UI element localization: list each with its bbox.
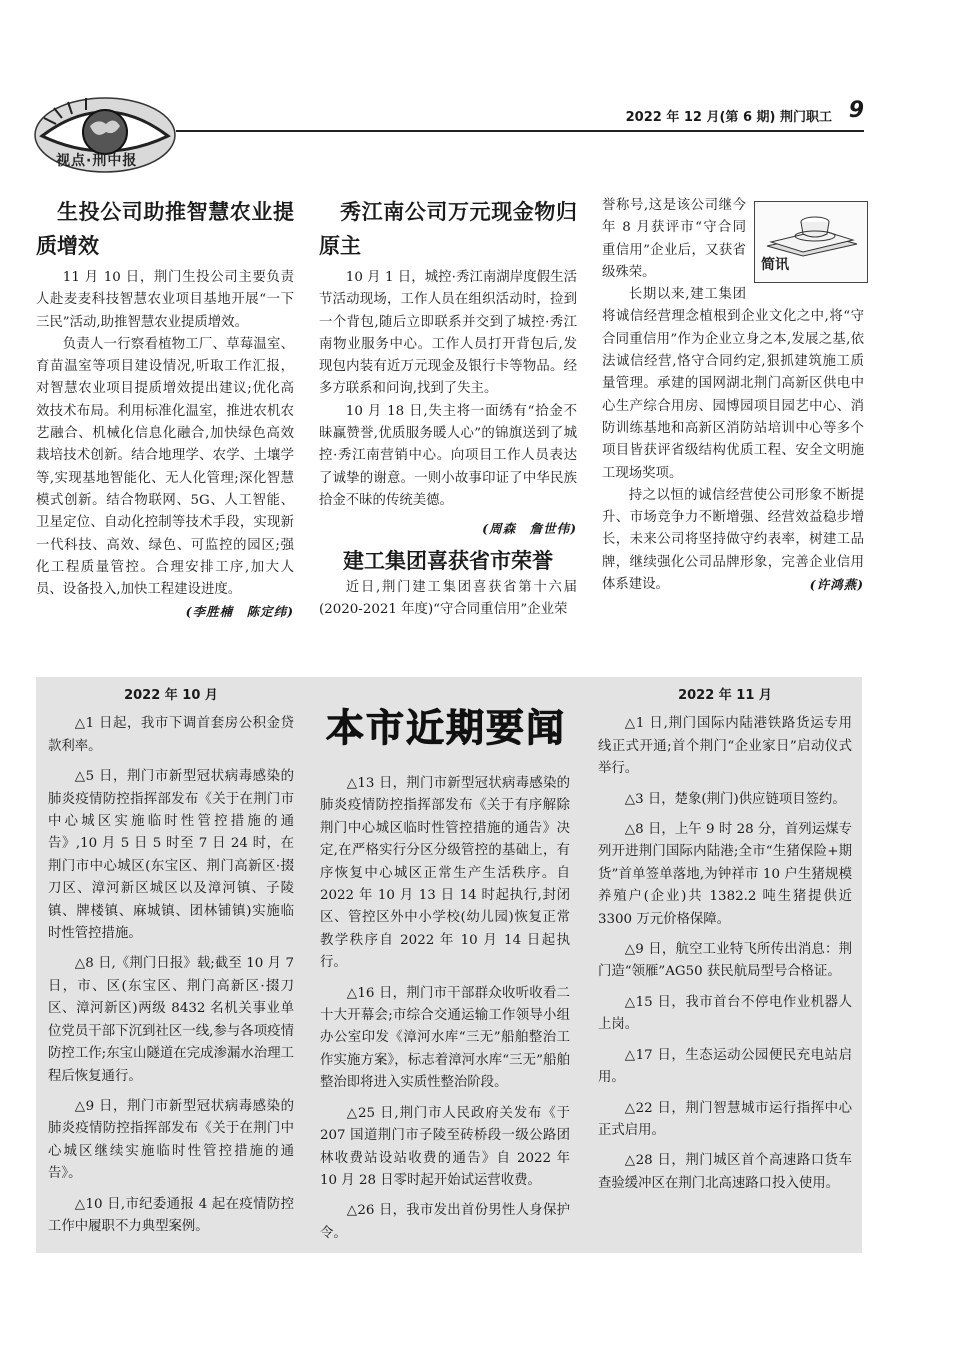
article-honor-para: 长期以来,建工集团将诚信经营理念植根到企业文化之中,将“守合同重信用”作为企业立身之本,发展之基,依法诚信经营,恪守合同约定,狠抓建筑施工质量管理。承建的国网湖北荆门高新区供电中心生产综合用房、园博园项目园艺中心、消防训练基地和高新区消防站培训中心等多个项目皆获评省级结构优质工程、安全文明施工现场奖项。 bbox=[602, 287, 864, 481]
article-lostfound-byline: (周森 詹世伟) bbox=[482, 521, 577, 537]
news-item: △25 日,荆门市人民政府关发布《于 207 国道荆门市子陵至砖桥段一级公路团林收费站设站收费的通告》自 2022 年 10 月 28 日零时起开始试运营收费。 bbox=[320, 1105, 570, 1188]
news-item: △9 日，荆门市新型冠状病毒感染的肺炎疫情防控指挥部发布《关于在荆门中心城区继续实施临时性管控措施的通告》。 bbox=[48, 1098, 294, 1182]
page-number: 9 bbox=[848, 98, 864, 123]
article-honor-cont bbox=[602, 195, 864, 597]
article-honor-para: 誉称号,这是该公司继今年 8 月获评市“守合同重信用”企业后，又获省级殊荣。 bbox=[602, 198, 746, 280]
news-item: △1 日,荆门国际内陆港铁路货运专用线正式开通;首个荆门“企业家日”启动仪式举行。 bbox=[598, 716, 852, 777]
news-item: △10 日,市纪委通报 4 起在疫情防控工作中履职不力典型案例。 bbox=[48, 1196, 294, 1234]
coffee-books-icon bbox=[761, 206, 861, 258]
brief-label: 简讯 bbox=[761, 256, 789, 273]
article-agri bbox=[36, 195, 294, 624]
header-rule bbox=[176, 130, 864, 132]
news-item: △13 日，荆门市新型冠状病毒感染的肺炎疫情防控指挥部发布《关于有序解除荆门中心城区临时性管控措施的通告》决定,在严格实行分区分级管控的基础上，有序恢复中心城区正常生产生活秩序。自 2022 年 10 月 13 日 14 时起执行,封闭区、管控区外中小学校(幼儿园)恢复正常教学秩序自 2022 年 10 月 14 日起执行。 bbox=[320, 776, 570, 971]
article-agri-para: 负责人一行察看植物工厂、草莓温室、育苗温室等项目建设情况,听取工作汇报，对智慧农业项目提质增效提出建议;优化高效技术布局。利用标准化温室，推进农机农艺融合、机械化信息化融合,加快绿色高效栽培技术创新。结合地理学、农学、土壤学等,实现基地智能化、无人化管理;深化智慧模式创新。结合物联网、5G、人工智能、卫星定位、自动化控制等技术手段，实现新一代科技、高效、绿色、可监控的园区;强化工程质量管控。合理安排工序,加大人员、设备投入,加快工程建设进度。 bbox=[36, 336, 294, 598]
news-month-heading: 2022 年 10 月 bbox=[124, 688, 218, 703]
news-item: △8 日,《荆门日报》载;截至 10 月 7 日，市、区(东宝区、荆门高新区·掇刀区、漳河新区)两级 8432 名机关事业单位党员干部下沉到社区一线,参与各项疫情防控工作;东宝山隧道在完成渗漏水治理工程后恢复通行。 bbox=[48, 956, 294, 1084]
news-item: △15 日，我市首台不停电作业机器人上岗。 bbox=[598, 994, 852, 1033]
news-item: △22 日，荆门智慧城市运行指挥中心正式启用。 bbox=[598, 1100, 852, 1138]
news-item: △28 日，荆门城区首个高速路口货车查验缓冲区在荆门北高速路口投入使用。 bbox=[598, 1153, 852, 1191]
article-lostfound-title: 秀江南公司万元现金物归原主 bbox=[319, 200, 577, 258]
article-agri-para: 11 月 10 日，荆门生投公司主要负责人赴麦麦科技智慧农业项目基地开展“一下三民”活动,助推智慧农业提质增效。 bbox=[36, 270, 294, 330]
brief-box bbox=[754, 201, 868, 283]
article-honor-para: 近日,荆门建工集团喜获省第十六届(2020-2021 年度)“守合同重信用”企业荣 bbox=[319, 579, 577, 617]
news-item: △8 日，上午 9 时 28 分，首列运煤专列开进荆门国际内陆港;全市“生猪保险+期货”首单签单落地,为钟祥市 10 户生猪规模养殖户(企业)共 1382.2 吨生猪提供近 3300 万元价格保障。 bbox=[598, 822, 852, 927]
issue-info: 2022 年 12 月(第 6 期) 荆门职工 bbox=[625, 110, 832, 125]
news-item: △16 日，荆门市干部群众收听收看二十大开幕会;市综合交通运输工作领导小组办公室印发《漳河水库“三无”船舶整治工作实施方案》，标志着漳河水库“三无”船舶整治即将进入实质性整治阶段。 bbox=[320, 985, 570, 1091]
article-lostfound-para: 10 月 1 日，城控·秀江南湖岸度假生活节活动现场，工作人员在组织活动时，捡到一个背包,随后立即联系并交到了城控·秀江南物业服务中心。工作人员打开背包后,发现包内装有近万元现金及银行卡等物品。经多方联系和问询,找到了失主。 bbox=[319, 270, 577, 397]
news-month-heading: 2022 年 11 月 bbox=[678, 688, 772, 703]
article-honor-byline: (许鸿燕) bbox=[809, 577, 864, 593]
news-item: △9 日，航空工业特飞所传出消息：荆门造“领雁”AG50 获民航局型号合格证。 bbox=[598, 942, 852, 980]
article-honor-para: 持之以恒的诚信经营使公司形象不断提升、市场竞争力不断增强、经营效益稳步增长，未来公司将坚持做守约表率，树建工品牌，继续强化公司品牌形象，完善企业信用体系建设。 bbox=[602, 487, 864, 593]
article-agri-title: 生投公司助推智慧农业提质增效 bbox=[36, 200, 294, 258]
article-agri-byline: (李胜楠 陈定纬) bbox=[185, 604, 294, 620]
news-item: △1 日起，我市下调首套房公积金贷款利率。 bbox=[48, 716, 294, 754]
article-lostfound-para: 10 月 18 日,失主将一面绣有“拾金不昧赢赞誉,优质服务暖人心”的锦旗送到了城控·秀江南营销中心。向项目工作人员表达了诚挚的谢意。一则小故事印证了中华民族拾金不昧的传统美德。 bbox=[319, 403, 577, 508]
news-november bbox=[598, 685, 852, 1203]
news-october bbox=[48, 685, 294, 1246]
news-block-title: 本市近期要闻 bbox=[325, 706, 566, 750]
article-lostfound bbox=[319, 195, 577, 621]
news-october-cont bbox=[320, 773, 570, 1253]
news-item: △5 日，荆门市新型冠状病毒感染的肺炎疫情防控指挥部发布《关于在荆门市中心城区实施临时性管控措施的通告》,10 月 5 日 5 时至 7 日 24 时，在荆门市中心城区(东宝区、荆门高新区·掇刀区、漳河新区城区以及漳河镇、子陵镇、牌楼镇、麻城镇、团林铺镇)实施临时性管控措施。 bbox=[48, 769, 294, 942]
logo-text: 视点·刑中报 bbox=[56, 153, 138, 169]
news-item: △26 日，我市发出首份男性人身保护令。 bbox=[320, 1203, 570, 1241]
recent-news-block bbox=[36, 677, 862, 1253]
news-item: △3 日，楚象(荆门)供应链项目签约。 bbox=[624, 791, 846, 807]
article-honor-title: 建工集团喜获省市荣誉 bbox=[343, 548, 553, 573]
news-item: △17 日，生态运动公园便民充电站启用。 bbox=[598, 1047, 852, 1086]
